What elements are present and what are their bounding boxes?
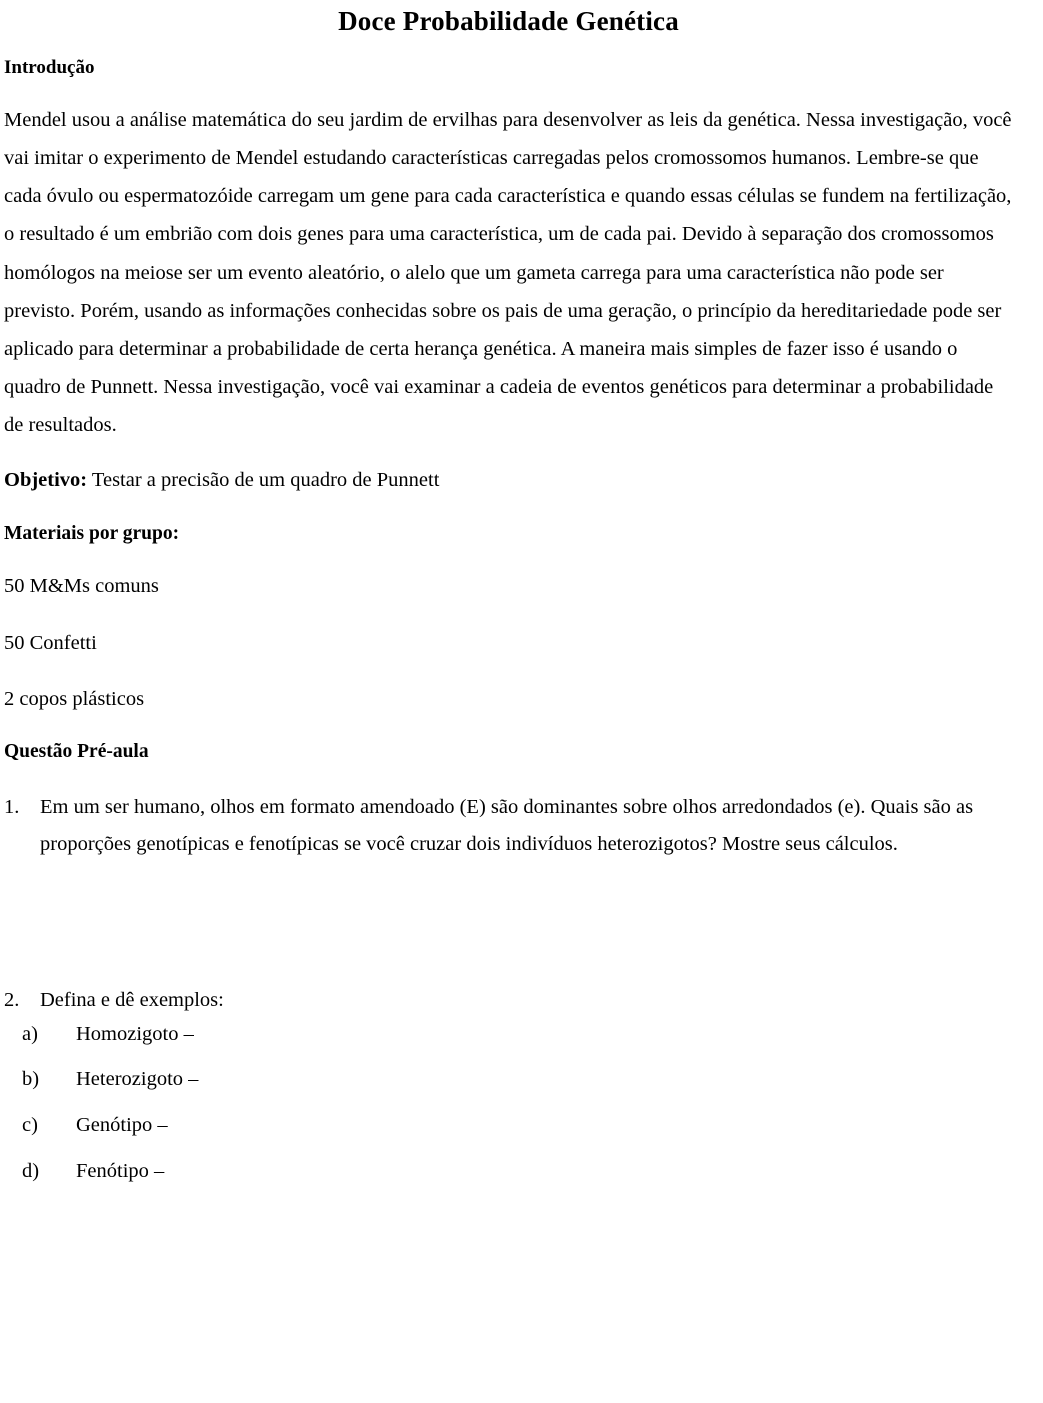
list-marker: b) bbox=[22, 1068, 40, 1091]
definition-text: Genótipo – bbox=[76, 1114, 168, 1137]
list-item bbox=[4, 1110, 1013, 1142]
objective-label: Objetivo: bbox=[4, 469, 88, 492]
list-marker: 1. bbox=[4, 796, 20, 819]
question-text: Defina e dê exemplos: bbox=[40, 989, 224, 1012]
definition-text: Homozigoto – bbox=[76, 1022, 194, 1045]
question-text: Em um ser humano, olhos em formato amendoado (E) são dominantes sobre olhos arredondados (e). Quais são as proporções genotípicas e fenotípicas se você cruzar dois indivíduos heterozigotos? Mostre seus cálculos. bbox=[40, 796, 974, 855]
definition-text: Heterozigoto – bbox=[76, 1068, 199, 1091]
list-marker: c) bbox=[22, 1114, 38, 1137]
question-list bbox=[4, 789, 1013, 1018]
list-item bbox=[4, 1156, 1013, 1188]
objective-text: Testar a precisão de um quadro de Punnett bbox=[87, 469, 440, 492]
definition-list bbox=[4, 1019, 1013, 1188]
prequestion-heading: Questão Pré-aula bbox=[4, 741, 149, 763]
list-marker: d) bbox=[22, 1159, 40, 1182]
material-item: 2 copos plásticos bbox=[4, 688, 145, 711]
list-item bbox=[4, 982, 1013, 1018]
material-item: 50 M&Ms comuns bbox=[4, 574, 159, 597]
list-marker: a) bbox=[22, 1022, 38, 1045]
intro-paragraph: Mendel usou a análise matemática do seu jardim de ervilhas para desenvolver as leis da genética. Nessa investigação, você vai imitar o experimento de Mendel estudando características carregadas pelos cromossomos humanos. Lembre-se que cada óvulo ou espermatozóide carregam um gene para cada característica e quando essas células se fundem na fertilização, o resultado é um embrião com dois genes para uma característica, um de cada pai. Devido à separação dos cromossomos homólogos na meiose ser um evento aleatório, o alelo que um gameta carrega para uma característica não pode ser previsto. Porém, usando as informações conhecidas sobre os pais de uma geração, o princípio da hereditariedade pode ser aplicado para determinar a probabilidade de certa herança genética. A maneira mais simples de fazer isso é usando o quadro de Punnett. Nessa investigação, você vai examinar a cadeia de eventos genéticos para determinar a probabilidade de resultados. bbox=[4, 109, 1012, 436]
definition-text: Fenótipo – bbox=[76, 1159, 165, 1182]
intro-heading: Introdução bbox=[4, 57, 95, 78]
list-item bbox=[4, 1019, 1013, 1051]
objective-line bbox=[4, 464, 1013, 497]
material-item: 50 Confetti bbox=[4, 631, 97, 654]
page-title: Doce Probabilidade Genética bbox=[338, 6, 679, 36]
list-marker: 2. bbox=[4, 989, 20, 1012]
answer-space bbox=[4, 862, 1013, 982]
materials-heading: Materiais por grupo: bbox=[4, 522, 180, 544]
list-item bbox=[4, 789, 1013, 862]
list-item bbox=[4, 1064, 1013, 1096]
